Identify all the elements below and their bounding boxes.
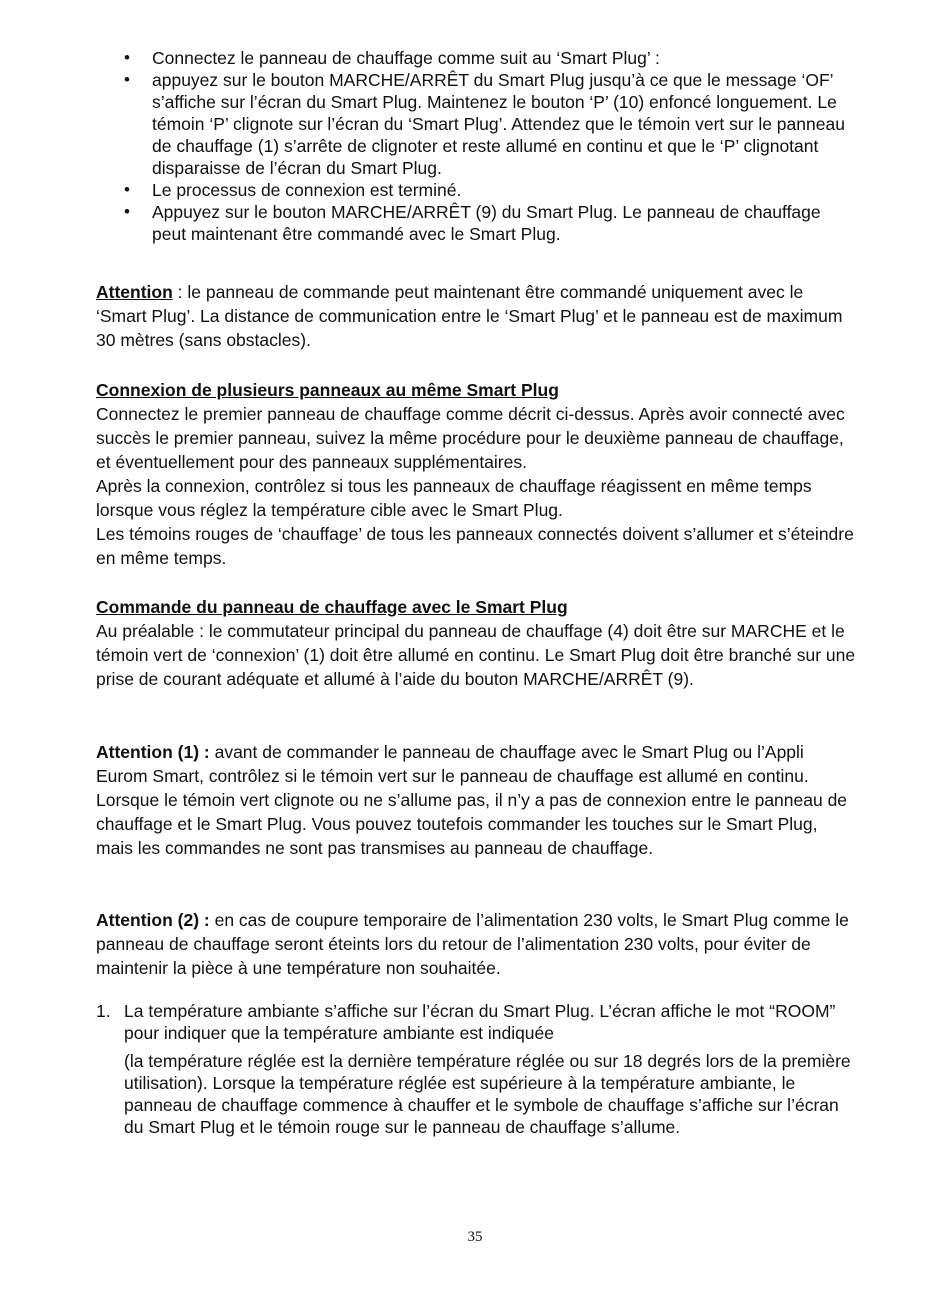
bullet-icon: • [124,48,130,67]
attention-1 [96,740,856,860]
attention-text: en cas de coupure temporaire de l’alimentation 230 volts, le Smart Plug comme le panneau de chauffage seront éteints lors du retour de l’alimentation 230 volts, pour éviter de maintenir la pièce à une température non souhaitée. [96,910,849,978]
bullet-text: appuyez sur le bouton MARCHE/ARRÊT du Smart Plug jusqu’à ce que le message ‘OF’ s’affiche sur l’écran du Smart Plug. Maintenez le bouton ‘P’ (10) enfoncé longuement. Le témoin ‘P’ clignote sur l’écran du ‘Smart Plug’. Attendez que le témoin vert sur le panneau de chauffage (1) s’arrête de clignoter et reste allumé en continu et que le ‘P’ clignotant disparaisse de l’écran du Smart Plug. [152,70,845,178]
bullet-icon: • [124,180,130,199]
paragraph: Au préalable : le commutateur principal du panneau de chauffage (4) doit être sur MARCHE et le témoin vert de ‘connexion’ (1) doit être allumé en continu. Le Smart Plug doit être branché sur une prise de courant adéquate et allumé à l’aide du bouton MARCHE/ARRÊT (9). [96,621,856,689]
bullet-text: Connectez le panneau de chauffage comme suit au ‘Smart Plug’ : [152,48,660,68]
bullet-text: Appuyez sur le bouton MARCHE/ARRÊT (9) du Smart Plug. Le panneau de chauffage peut maintenant être commandé avec le Smart Plug. [152,202,821,244]
paragraph: Connectez le premier panneau de chauffage comme décrit ci-dessus. Après avoir connecté avec succès le premier panneau, suivez la même procédure pour le deuxième panneau de chauffage, et éventuellement pour des panneaux supplémentaires. [96,404,845,472]
bullet-list [96,47,856,245]
attention-2 [96,908,856,980]
paragraph: La température ambiante s’affiche sur l’écran du Smart Plug. L’écran affiche le mot “ROOM” pour indiquer que la température ambiante est indiquée [124,1001,836,1043]
list-item [96,201,856,245]
attention-label: Attention [96,282,173,302]
bullet-icon: • [124,202,130,221]
attention-label: Attention (2) : [96,910,210,930]
section-multiple-panels [96,378,856,570]
bullet-text: Le processus de connexion est terminé. [152,180,462,200]
paragraph: Les témoins rouges de ‘chauffage’ de tous les panneaux connectés doivent s’allumer et s’éteindre en même temps. [96,524,854,568]
list-item [96,69,856,179]
attention-text: avant de commander le panneau de chauffage avec le Smart Plug ou l’Appli Eurom Smart, contrôlez si le témoin vert sur le panneau de chauffage est allumé en continu. Lorsque le témoin vert clignote ou ne s’allume pas, il n’y a pas de connexion entre le panneau de chauffage et le Smart Plug. Vous pouvez toutefois commander les touches sur le Smart Plug, mais les commandes ne sont pas transmises au panneau de chauffage. [96,742,848,858]
section-heading: Commande du panneau de chauffage avec le Smart Plug [96,597,568,617]
section-heading: Connexion de plusieurs panneaux au même Smart Plug [96,380,559,400]
paragraph: Après la connexion, contrôlez si tous les panneaux de chauffage réagissent en même temps lorsque vous réglez la température cible avec le Smart Plug. [96,476,812,520]
list-item [96,47,856,69]
attention-communication [96,280,856,352]
list-item [96,179,856,201]
numbered-item [96,1000,856,1138]
attention-label: Attention (1) : [96,742,210,762]
item-number: 1. [96,1001,111,1021]
section-control [96,595,856,691]
page-number: 35 [467,1229,483,1245]
attention-text: : le panneau de commande peut maintenant être commandé uniquement avec le ‘Smart Plug’. La distance de communication entre le ‘Smart Plug’ et le panneau est de maximum 30 mètres (sans obstacles). [96,282,843,350]
paragraph: (la température réglée est la dernière température réglée ou sur 18 degrés lors de la première utilisation). Lorsque la température réglée est supérieure à la température ambiante, le panneau de chauffage commence à chauffer et le symbole de chauffage s’affiche sur l’écran du Smart Plug et le témoin rouge sur le panneau de chauffage s’allume. [124,1051,851,1137]
bullet-icon: • [124,70,130,89]
